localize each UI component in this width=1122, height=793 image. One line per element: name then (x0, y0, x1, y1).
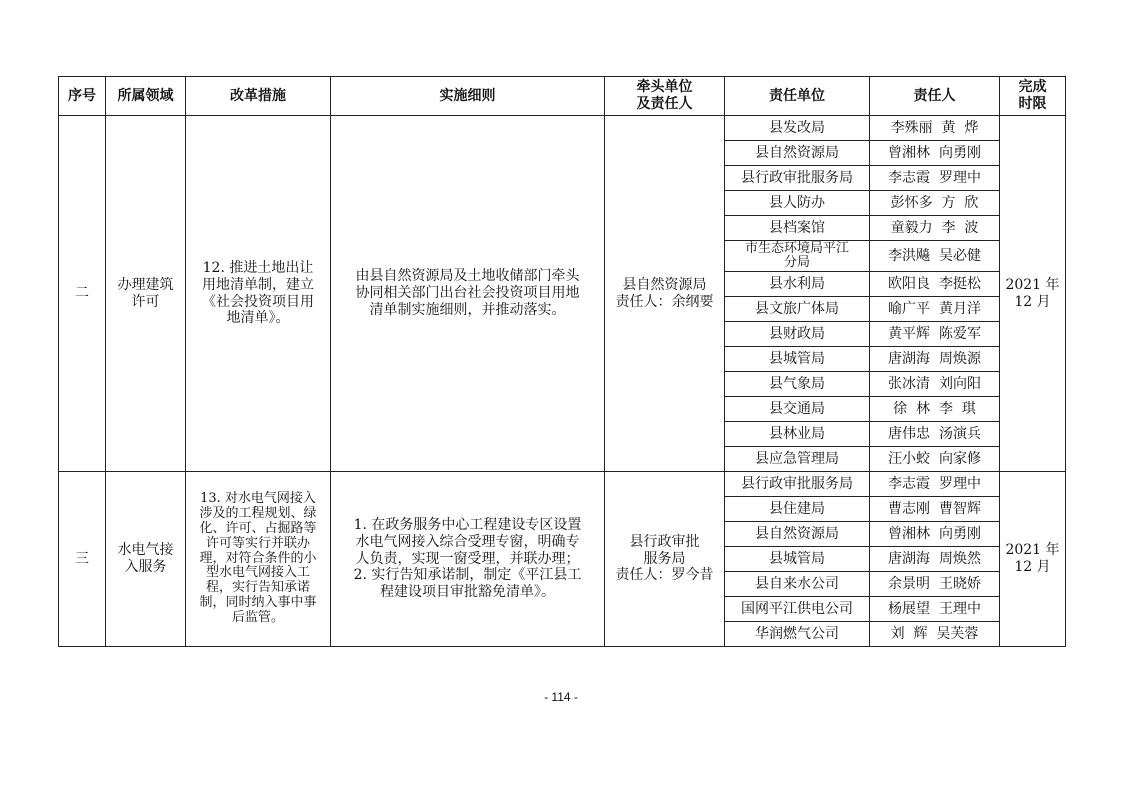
person-cell: 童毅力 李 波 (870, 216, 1000, 241)
unit-cell: 华润燃气公司 (725, 622, 870, 647)
person-cell: 张冰清 刘向阳 (870, 372, 1000, 397)
domain-cell: 水电气接 入服务 (106, 472, 186, 647)
unit-cell: 县自然资源局 (725, 522, 870, 547)
person-cell: 杨展望 王理中 (870, 597, 1000, 622)
page-number: - 114 - (544, 690, 578, 704)
lead-unit-cell: 县自然资源局 责任人：余纲要 (605, 116, 725, 472)
unit-cell: 县气象局 (725, 372, 870, 397)
deadline-cell: 2021 年 12 月 (1000, 116, 1066, 472)
unit-cell: 县城管局 (725, 547, 870, 572)
deadline-cell: 2021 年 12 月 (1000, 472, 1066, 647)
domain-cell: 办理建筑 许可 (106, 116, 186, 472)
unit-cell: 县档案馆 (725, 216, 870, 241)
unit-cell: 县行政审批服务局 (725, 472, 870, 497)
person-cell: 喻广平 黄月洋 (870, 297, 1000, 322)
person-cell: 黄平辉 陈爱军 (870, 322, 1000, 347)
person-cell: 汪小蛟 向家修 (870, 447, 1000, 472)
person-cell: 李志霞 罗理中 (870, 166, 1000, 191)
unit-cell: 县行政审批服务局 (725, 166, 870, 191)
unit-cell: 县应急管理局 (725, 447, 870, 472)
person-cell: 余景明 王晓娇 (870, 572, 1000, 597)
lead-unit-cell: 县行政审批 服务局 责任人：罗今昔 (605, 472, 725, 647)
row-number: 三 (59, 472, 106, 647)
person-cell: 唐伟忠 汤演兵 (870, 422, 1000, 447)
unit-cell: 县林业局 (725, 422, 870, 447)
unit-cell: 县人防办 (725, 191, 870, 216)
person-cell: 唐湖海 周焕然 (870, 547, 1000, 572)
person-cell: 李殊丽 黄 烨 (870, 116, 1000, 141)
measure-cell: 13. 对水电气网接入 涉及的工程规划、绿 化、许可、占掘路等 许可等实行并联办 理，对符合条件的小 型水电气网接入工 程，实行告知承诺 制，同时纳入事中事 后监管。 (186, 472, 331, 647)
row-number: 二 (59, 116, 106, 472)
table-row (59, 472, 1066, 497)
unit-cell: 市生态环境局平江 分局 (725, 241, 870, 272)
unit-cell: 县住建局 (725, 497, 870, 522)
detail-cell: 1. 在政务服务中心工程建设专区设置 水电气网接入综合受理专窗，明确专 人负责，实现一窗受理，并联办理； 2. 实行告知承诺制，制定《平江县工 程建设项目审批豁免清单》。 (331, 472, 605, 647)
unit-cell: 县财政局 (725, 322, 870, 347)
person-cell: 彭怀多 方 欣 (870, 191, 1000, 216)
unit-cell: 县交通局 (725, 397, 870, 422)
person-cell: 李洪飚 吴必健 (870, 241, 1000, 272)
header-cell: 责任人 (870, 77, 1000, 116)
unit-cell: 县自来水公司 (725, 572, 870, 597)
table-row (59, 116, 1066, 141)
unit-cell: 县发改局 (725, 116, 870, 141)
header-row (59, 77, 1066, 116)
header-cell: 改革措施 (186, 77, 331, 116)
unit-cell: 县城管局 (725, 347, 870, 372)
unit-cell: 县自然资源局 (725, 141, 870, 166)
person-cell: 徐 林 李 琪 (870, 397, 1000, 422)
person-cell: 唐湖海 周焕源 (870, 347, 1000, 372)
header-cell: 完成 时限 (1000, 77, 1066, 116)
header-cell: 序号 (59, 77, 106, 116)
person-cell: 曹志刚 曹智辉 (870, 497, 1000, 522)
unit-cell: 县水利局 (725, 272, 870, 297)
measure-cell: 12. 推进土地出让 用地清单制，建立 《社会投资项目用 地清单》。 (186, 116, 331, 472)
unit-cell: 县文旅广体局 (725, 297, 870, 322)
person-cell: 欧阳良 李挺松 (870, 272, 1000, 297)
header-cell: 责任单位 (725, 77, 870, 116)
unit-cell: 国网平江供电公司 (725, 597, 870, 622)
person-cell: 曾湘林 向勇刚 (870, 141, 1000, 166)
header-cell: 牵头单位 及责任人 (605, 77, 725, 116)
person-cell: 李志霞 罗理中 (870, 472, 1000, 497)
person-cell: 曾湘林 向勇刚 (870, 522, 1000, 547)
header-cell: 所属领域 (106, 77, 186, 116)
detail-cell: 由县自然资源局及土地收储部门牵头 协同相关部门出台社会投资项目用地 清单制实施细则，并推动落实。 (331, 116, 605, 472)
header-cell: 实施细则 (331, 77, 605, 116)
reform-table (58, 76, 1066, 647)
person-cell: 刘 辉 吴芙蓉 (870, 622, 1000, 647)
